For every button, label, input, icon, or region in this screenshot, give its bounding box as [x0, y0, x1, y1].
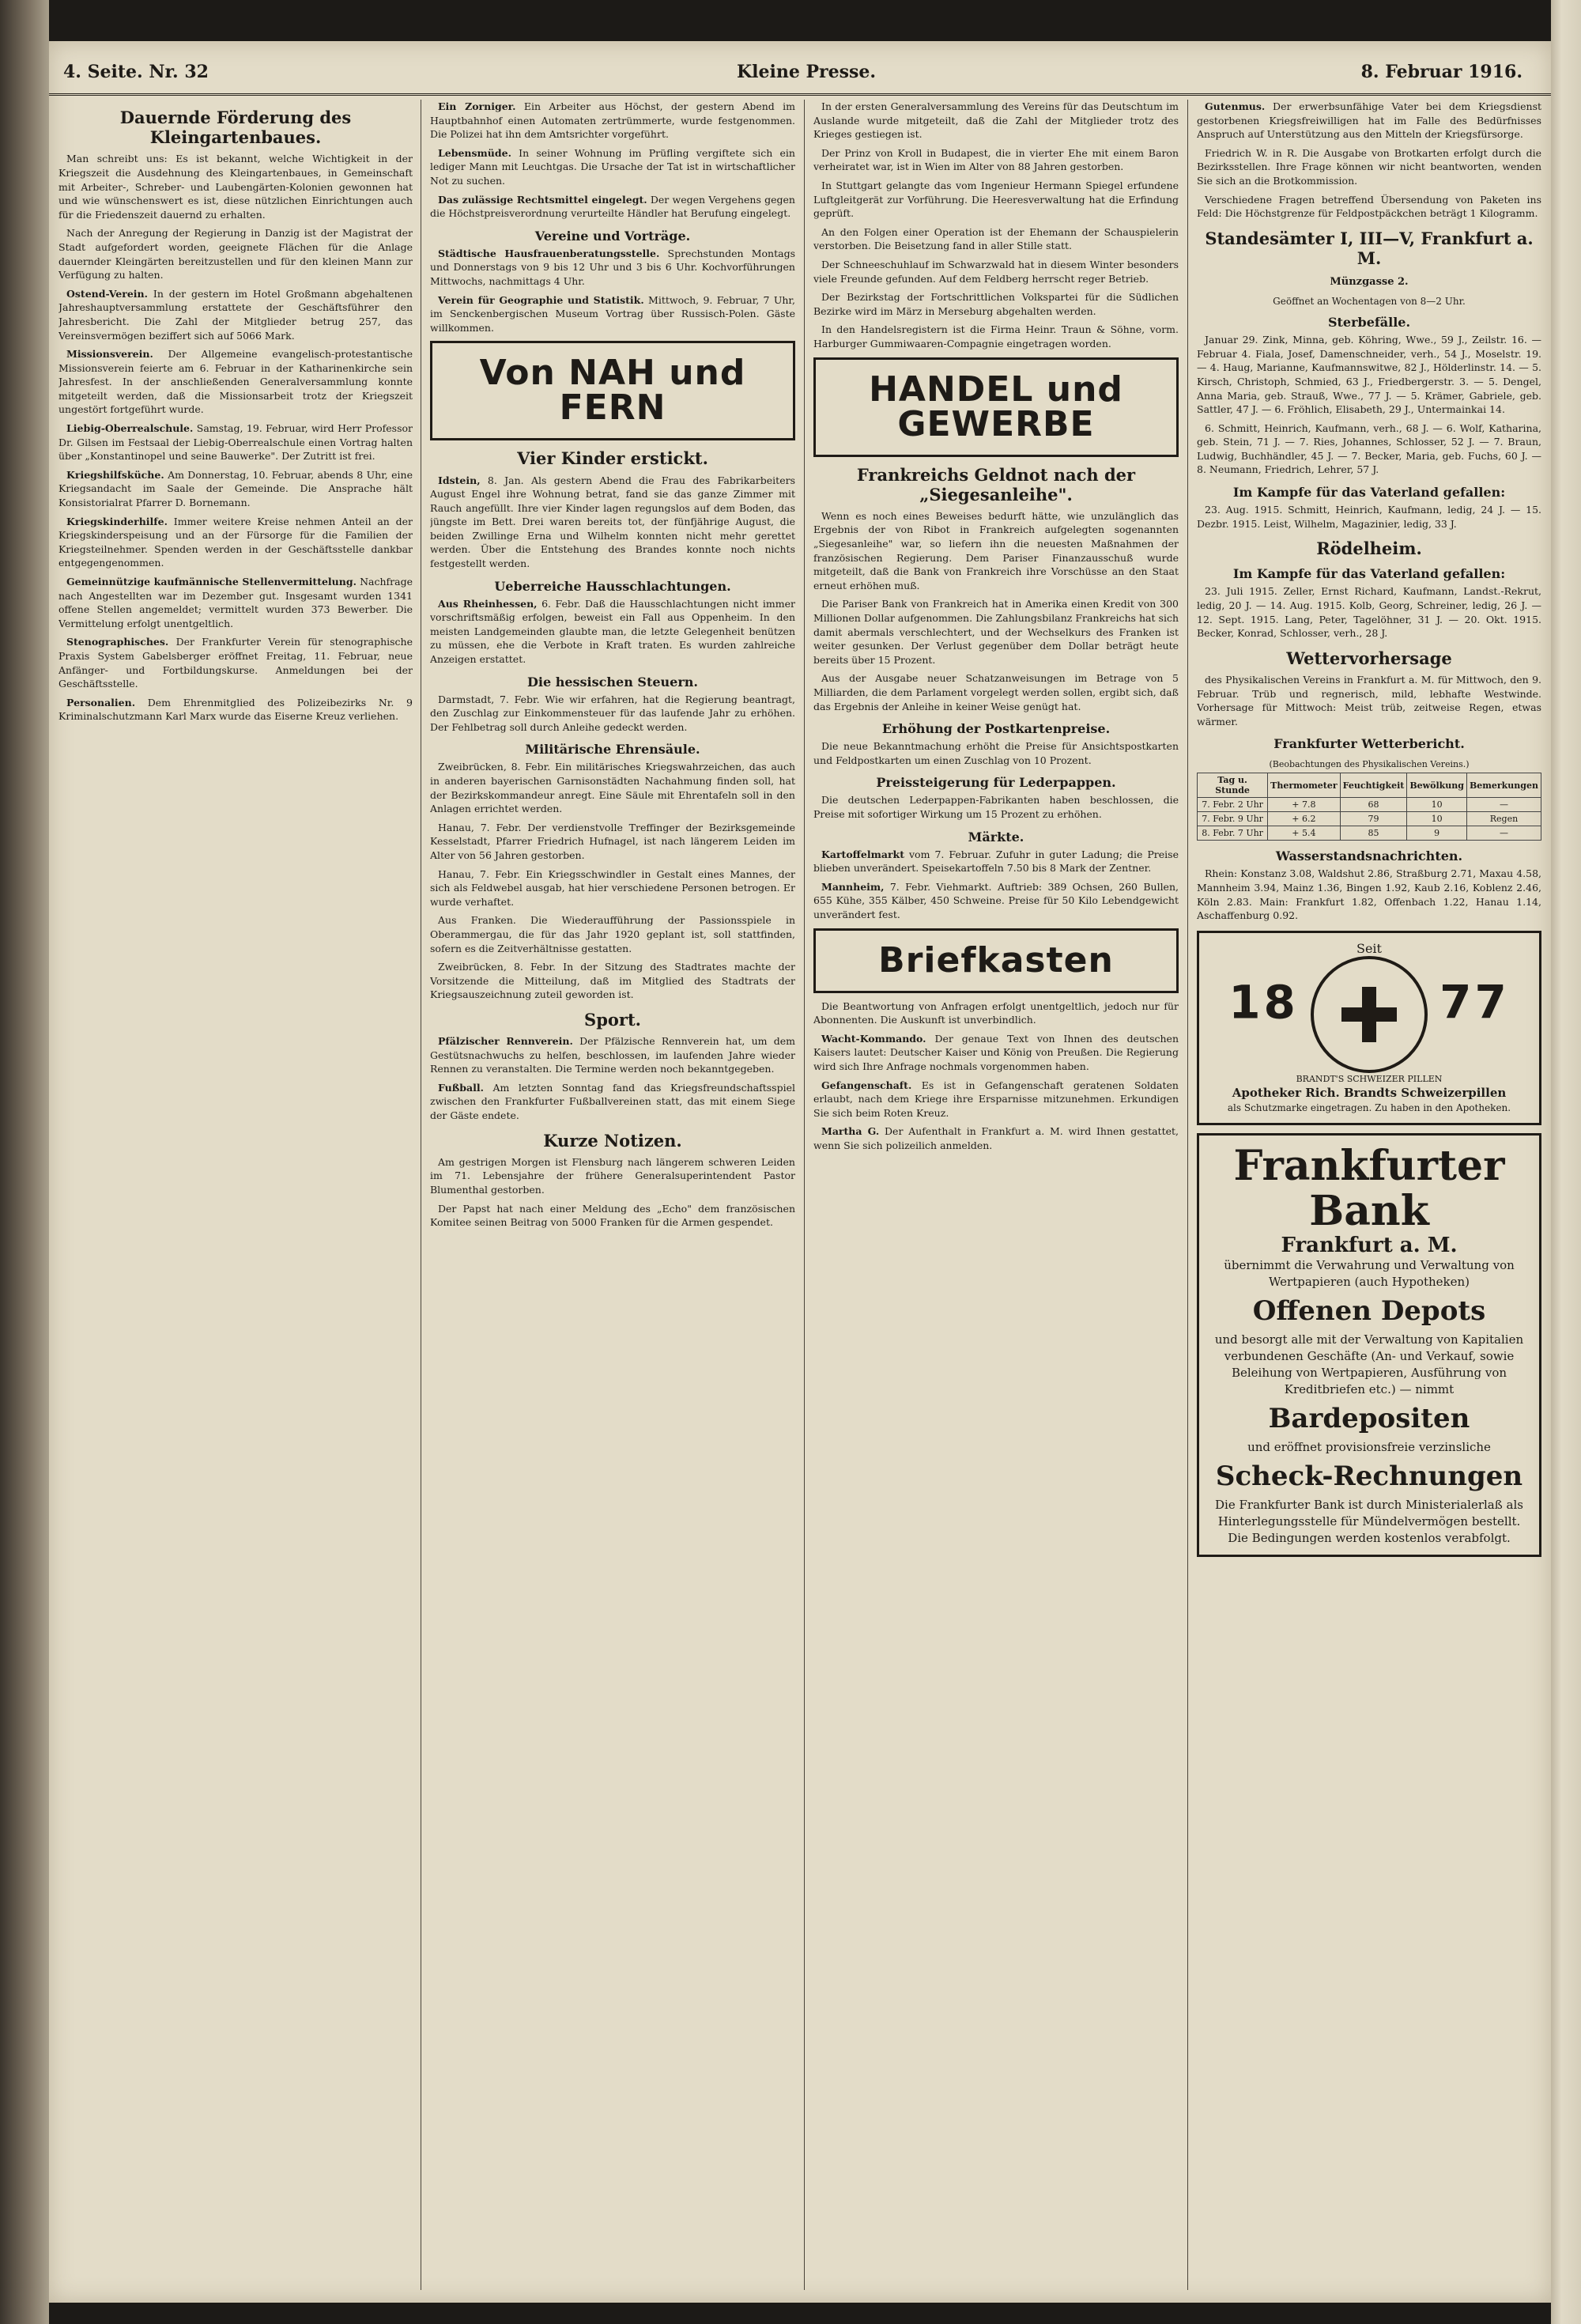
- right-adjacent-page-strip: [1551, 0, 1581, 2324]
- article-paragraph: Der Papst hat nach einer Meldung des „Echo" dem französischen Komitee seinen Beitrag von 5000 Franken für die Armen gespendet.: [430, 1202, 795, 1229]
- article-paragraph: Die Pariser Bank von Frankreich hat in Amerika einen Kredit von 300 Millionen Dollar aufgenommen. Die Zahlungsbilanz Frankreichs hat sich damit abermals verschlechtert, und der Wechselkurs des Franken ist weiter gesunken. Der Verlust gegenüber dem Dollar beträgt heute bereits über 15 Prozent.: [813, 598, 1179, 666]
- newspaper-page: [49, 41, 1551, 2303]
- article-paragraph: Aus der Ausgabe neuer Schatzanweisungen im Betrage von 5 Milliarden, die dem Parlament vorgelegt werden sollen, ergibt sich, daß das Ergebnis der Anleihe in keiner Weise genügt hat.: [813, 672, 1179, 712]
- item-text: Mittwoch, 9. Februar, 7 Uhr, im Senckenbergischen Museum Vortrag über Russisch-Polen. Gäste willkommen.: [430, 293, 795, 334]
- item-lead: Kriegshilfsküche.: [66, 468, 164, 481]
- article-subheading: Im Kampfe für das Vaterland gefallen:: [1232, 485, 1506, 501]
- item-lead: Kriegskinderhilfe.: [66, 515, 168, 527]
- section-headline-sport: Sport.: [584, 1009, 641, 1030]
- item-lead: Verein für Geographie und Statistik.: [438, 293, 644, 306]
- item-text: vom 7. Februar. Zufuhr in guter Ladung; die Preise blieben unverändert. Speisekartoffeln 7.50 bis 8 Mark der Zentner.: [813, 848, 1179, 875]
- item-text: Der Allgemeine evangelisch-protestantische Missionsverein feierte am 6. Februar in der Katharinenkirche sein Jahresfest. In der anschließenden Generalversammlung konnte mitgeteilt werden, daß die Missionsarbeit trotz der Kriegszeit ungestört fortgeführt wurde.: [58, 348, 413, 416]
- table-cell: 79: [1340, 812, 1407, 826]
- table-header: Bewölkung: [1407, 773, 1467, 798]
- ad-year-part: 18: [1228, 975, 1299, 1030]
- table-cell: + 5.4: [1268, 826, 1340, 841]
- article-headline: Vier Kinder erstickt.: [517, 448, 708, 469]
- news-item: [1197, 100, 1541, 142]
- article-subheading: Wasserstandsnachrichten.: [1275, 848, 1463, 864]
- table-cell: —: [1466, 826, 1541, 841]
- table-cell: 10: [1407, 798, 1467, 812]
- section-headline-standesaemter: Standesämter I, III—V, Frankfurt a. M.: [1205, 228, 1534, 268]
- table-cell: Regen: [1466, 812, 1541, 826]
- section-headline-kurze-notizen: Kurze Notizen.: [543, 1130, 682, 1151]
- article-paragraph: Hanau, 7. Febr. Ein Kriegsschwindler in Gestalt eines Mannes, der sich als Feldwebel ausgab, hat hier verschiedene Personen betrogen. Er wurde verhaftet.: [430, 867, 795, 908]
- column-rule: [804, 100, 805, 2290]
- ad-label: Seit: [1356, 940, 1382, 956]
- left-binding-strip: [0, 0, 49, 2324]
- article-subheading: Erhöhung der Postkartenpreise.: [881, 721, 1111, 737]
- article-paragraph: Verschiedene Fragen betreffend Übersendung von Paketen ins Feld: Die Höchstgrenze für Feldpostpäckchen beträgt 1 Kilogramm.: [1197, 193, 1541, 220]
- register-list: Januar 29. Zink, Minna, geb. Köhring, Wwe., 59 J., Zeilstr. 16. — Februar 4. Fiala, Josef, Damenschneider, verh., 54 J., Moselstr. 19. — 4. Haug, Marianne, Kaufmannswitwe, 82 J., Hölderlinstr. 14. — 5. Kirsch, Christoph, Schmied, 63 J., Friedbergerstr. 3. — 5. Dengel, Anna Maria, geb. Strauß, Wwe., 77 J. — 5. Krämer, Gabriele, geb. Sattler, 47 J. — 6. Fröhlich, Elisabeth, 29 J., Untermainkai 14.: [1197, 334, 1541, 416]
- article-paragraph: Der Prinz von Kroll in Budapest, die in vierter Ehe mit einem Baron verheiratet war, ist in Wien im Alter von 88 Jahren gestorben.: [813, 146, 1179, 173]
- news-item: [430, 146, 795, 188]
- news-item: [813, 1079, 1179, 1120]
- item-text: Samstag, 19. Februar, wird Herr Professor Dr. Gilsen im Festsaal der Liebig-Oberrealschule einen Vortrag halten über „Konstantinopel und seine Bauwerke". Der Zutritt ist frei.: [58, 422, 413, 463]
- section-banner-von-nah-und-fern: Von NAH und FERN: [430, 341, 795, 440]
- column-rule: [1187, 100, 1188, 2290]
- item-lead: Stenographisches.: [66, 636, 169, 648]
- column-4: [1197, 100, 1541, 2290]
- article-paragraph: Nach der Anregung der Regierung in Danzig ist der Magistrat der Stadt aufgefordert worden, geeignete Flächen für die Anlage dauernder Kleingärten bereitzustellen und für den kleinen Mann zur Verfügung zu halten.: [58, 227, 413, 282]
- news-item: [430, 1081, 795, 1123]
- news-item: [430, 474, 795, 571]
- page-number-label: 4. Seite. Nr. 32: [63, 62, 209, 82]
- item-text: Am letzten Sonntag fand das Kriegsfreundschaftsspiel zwischen den Frankfurter Fußballvereinen statt, das mit einem Siege der Gäste endete.: [430, 1081, 795, 1122]
- item-text: Der Pfälzische Rennverein hat, um dem Gestütsnachwuchs zu helfen, beschlossen, im laufenden Jahre wieder Rennen zu veranstalten. Die Termine werden noch bekanntgegeben.: [430, 1035, 795, 1075]
- ad-line: als Schutzmarke eingetragen. Zu haben in den Apotheken.: [1227, 1102, 1511, 1114]
- article-paragraph: Man schreibt uns: Es ist bekannt, welche Wichtigkeit in der Kriegszeit die Ausdehnung des Kleingartenbaues, in Gemeinschaft mit Arbeiter-, Schreber- und Laubengärten-Kolonien gewonnen hat und wie wünschenswert es ist, diese nützlichen Einrichtungen auch für die Friedenszeit dauernd zu erhalten.: [58, 153, 413, 221]
- table-cell: + 7.8: [1268, 798, 1340, 812]
- item-text: In seiner Wohnung im Prüfling vergiftete sich ein lediger Mann mit Leuchtgas. Die Ursache der Tat ist in wirtschaftlicher Not zu suchen.: [430, 146, 795, 187]
- article-paragraph: Darmstadt, 7. Febr. Wie wir erfahren, hat die Regierung beantragt, den Zuschlag zur Einkommensteuer für das laufende Jahr zu erhöhen. Der Fehlbetrag soll durch Anleihe gedeckt werden.: [430, 693, 795, 733]
- register-list: 23. Juli 1915. Zeller, Ernst Richard, Kaufmann, Landst.-Rekrut, ledig, 20 J. — 14. Aug. 1915. Kolb, Georg, Schreiner, ledig, 26 J. — 12. Sept. 1915. Lang, Peter, Tagelöhner, 31 J. — 20. Okt. 1915. Becker, Konrad, Schlosser, verh., 28 J.: [1197, 585, 1541, 640]
- news-item: [813, 848, 1179, 875]
- weather-forecast-text: des Physikalischen Vereins in Frankfurt a. M. für Mittwoch, den 9. Februar. Trüb und regnerisch, mild, lebhafte Westwinde. Vorhersage für Mittwoch: Meist trüb, zeitweise Regen, etwas wärmer.: [1197, 674, 1541, 727]
- item-lead: Lebensmüde.: [438, 146, 511, 159]
- item-text: Der wegen Vergehens gegen die Höchstpreisverordnung verurteilte Händler hat Berufung eingelegt.: [430, 193, 795, 220]
- section-heading: Vereine und Vorträge.: [534, 228, 691, 244]
- item-lead: Personalien.: [66, 696, 136, 709]
- news-item: [58, 575, 413, 630]
- section-headline-roedelheim: Rödelheim.: [1316, 538, 1422, 559]
- item-lead: Martha G.: [821, 1125, 880, 1138]
- news-item: [430, 597, 795, 667]
- item-lead: Pfälzischer Rennverein.: [438, 1035, 573, 1048]
- article-subheading: Ueberreiche Hausschlachtungen.: [494, 578, 731, 594]
- ad-bank-title: Frankfurter Bank: [1233, 1141, 1505, 1236]
- item-text: 8. Jan. Als gestern Abend die Frau des Fabrikarbeiters August Engel ihre Wohnung betrat, fand sie das ganze Zimmer mit Rauch angefüllt. Ihre vier Kinder lagen regungslos auf dem Boden, das jüngste im Bett. Drei waren bereits tot, der fünfjährige August, die beiden Zwillinge Erna und Wilhelm konnten nicht mehr gerettet werden. Über die Entstehung des Brandes konnte noch nichts festgestellt werden.: [430, 474, 795, 570]
- item-lead: Liebig-Oberrealschule.: [66, 422, 194, 435]
- article-paragraph: In der ersten Generalversammlung des Vereins für das Deutschtum im Auslande wurde mitgeteilt, daß die Zahl der Mitglieder trotz des Krieges gestiegen ist.: [813, 100, 1179, 141]
- table-cell: 9: [1407, 826, 1467, 841]
- article-headline: Dauernde Förderung des Kleingartenbaues.: [119, 108, 352, 148]
- article-paragraph: Zweibrücken, 8. Febr. In der Sitzung des Stadtrates machte der Vorsitzende die Mitteilung, daß im Mitglied des Stadtrats der Kriegsauszeichnung zuteil geworden ist.: [430, 961, 795, 1001]
- news-item: [430, 193, 795, 221]
- item-lead: Mannheim,: [821, 880, 885, 893]
- news-item: [430, 293, 795, 335]
- item-text: Der Frankfurter Verein für stenographische Praxis System Gabelsberger eröffnet Freitag, 11. Februar, neue Anfänger- und Fortbildungskurse. Anmeldungen bei der Geschäftsstelle.: [58, 636, 413, 690]
- item-text: Der Aufenthalt in Frankfurt a. M. wird Ihnen gestattet, wenn Sie sich polizeilich anmelden.: [813, 1125, 1179, 1151]
- article-paragraph: Aus Franken. Die Wiederaufführung der Passionsspiele in Oberammergau, die für das Jahr 1920 geplant ist, soll stattfinden, sofern es die Zeitverhältnisse gestatten.: [430, 914, 795, 954]
- item-text: Es ist in Gefangenschaft geratenen Soldaten erlaubt, nach dem Kriege ihre Ersparnisse mitzunehmen. Erkundigen Sie sich beim Roten Kreuz.: [813, 1079, 1179, 1119]
- ad-line: übernimmt die Verwahrung und Verwaltung von Wertpapieren (auch Hypotheken): [1224, 1258, 1515, 1290]
- item-text: 7. Febr. Viehmarkt. Auftrieb: 389 Ochsen, 260 Bullen, 655 Kühe, 355 Kälber, 450 Schweine. Preise für 50 Kilo Lebendgewicht unverändert fest.: [813, 880, 1179, 920]
- column-2: [430, 100, 795, 2290]
- page-header: [49, 57, 1551, 96]
- news-item: [430, 1034, 795, 1076]
- item-lead: Kartoffelmarkt: [821, 848, 904, 860]
- news-item: [58, 635, 413, 690]
- article-subheading: Die hessischen Steuern.: [527, 674, 698, 690]
- ad-line: und eröffnet provisionsfreie verzinsliche: [1247, 1440, 1491, 1455]
- item-text: In der gestern im Hotel Großmann abgehaltenen Jahreshauptversammlung erstattete der Geschäftsführer den Jahresbericht. Die Zahl der Mitglieder betrug 257, das Vereinsvermögen beziffert sich auf 5066 Mark.: [58, 287, 413, 342]
- office-address: Münzgasse 2.: [1330, 276, 1409, 289]
- item-text: Sprechstunden Montags und Donnerstags von 9 bis 12 Uhr und 3 bis 6 Uhr. Kochvorführungen Mittwochs, nachmittags 4 Uhr.: [430, 247, 795, 287]
- article-paragraph: Am gestrigen Morgen ist Flensburg nach längerem schweren Leiden im 71. Lebensjahre der frühere Generalsuperintendent Pastor Blumenthal gestorben.: [430, 1155, 795, 1196]
- register-list: 23. Aug. 1915. Schmitt, Heinrich, Kaufmann, ledig, 24 J. — 15. Dezbr. 1915. Leist, Wilhelm, Magazinier, ledig, 33 J.: [1197, 504, 1541, 530]
- table-cell: —: [1466, 798, 1541, 812]
- news-item: [58, 515, 413, 570]
- advertisement-schweizerpillen: [1197, 931, 1541, 1125]
- newspaper-title: Kleine Presse.: [737, 62, 877, 82]
- table-header: Feuchtigkeit: [1340, 773, 1407, 798]
- ad-line: Apotheker Rich. Brandts Schweizerpillen: [1232, 1086, 1507, 1101]
- seal-cross-icon: [1311, 956, 1428, 1073]
- news-item: [58, 468, 413, 510]
- item-lead: Missionsverein.: [66, 348, 153, 361]
- table-cell: 7. Febr. 2 Uhr: [1198, 798, 1268, 812]
- register-list: 6. Schmitt, Heinrich, Kaufmann, verh., 68 J. — 6. Wolf, Katharina, geb. Stein, 71 J. — 7. Ries, Johannes, Schlosser, 52 J. — 7. Braun, Ludwig, Buchhändler, 45 J. — 7. Becker, Maria, geb. Fuchs, 60 J. — 8. Neumann, Friedrich, Lehrer, 57 J.: [1197, 421, 1541, 476]
- weather-table-subtitle: (Beobachtungen des Physikalischen Vereins.): [1269, 759, 1470, 770]
- article-paragraph: Die deutschen Lederpappen-Fabrikanten haben beschlossen, die Preise mit sofortiger Wirkung um 15 Prozent zu erhöhen.: [813, 794, 1179, 820]
- article-paragraph: An den Folgen einer Operation ist der Ehemann der Schauspielerin verstorben. Die Beisetzung fand in aller Stille statt.: [813, 225, 1179, 252]
- article-paragraph: In den Handelsregistern ist die Firma Heinr. Traun & Söhne, vorm. Harburger Gummiwaaren-Compagnie eingetragen worden.: [813, 323, 1179, 350]
- table-cell: 10: [1407, 812, 1467, 826]
- ad-line: und besorgt alle mit der Verwaltung von Kapitalien verbundenen Geschäfte (An- und Verkauf, sowie Beleihung von Wertpapieren, Ausführung von Kreditbriefen etc.) — nimmt: [1214, 1332, 1524, 1397]
- article-paragraph: Die Beantwortung von Anfragen erfolgt unentgeltlich, jedoch nur für Abonnenten. Die Auskunft ist unverbindlich.: [813, 1000, 1179, 1026]
- item-text: Dem Ehrenmitglied des Polizeibezirks Nr. 9 Kriminalschutzmann Karl Marx wurde das Eiserne Kreuz verliehen.: [58, 696, 413, 723]
- table-row: [1198, 798, 1541, 812]
- advertisement-frankfurter-bank: [1197, 1133, 1541, 1557]
- news-item: [58, 696, 413, 724]
- item-text: 6. Febr. Daß die Hausschlachtungen nicht immer vorschriftsmäßig erfolgen, beweist ein Fall aus Oppenheim. In den meisten Landgemeinden glaubte man, die letzte Gelegenheit benützen zu müssen, ehe die Verbote in Kraft traten. Es wurden zahlreiche Anzeigen erstattet.: [430, 597, 795, 666]
- item-text: Immer weitere Kreise nehmen Anteil an der Kriegskinderspeisung und an der Fürsorge für die Familien der Kriegsteilnehmer. Spenden werden in der Geschäftsstelle dankbar entgegengenommen.: [58, 515, 413, 569]
- article-subheading: Märkte.: [968, 829, 1024, 845]
- article-paragraph: Der Schneeschuhlauf im Schwarzwald hat in diesem Winter besonders viele Freunde gefunden. Auf dem Feldberg herrscht reger Betrieb.: [813, 258, 1179, 285]
- news-item: [813, 1032, 1179, 1074]
- item-lead: Gutenmus.: [1205, 100, 1266, 112]
- article-paragraph: Die neue Bekanntmachung erhöht die Preise für Ansichtspostkarten und Feldpostkarten um einen Zuschlag von 10 Prozent.: [813, 740, 1179, 766]
- ad-emphasis: Bardepositen: [1268, 1403, 1470, 1435]
- article-subheading: Militärische Ehrensäule.: [525, 742, 700, 758]
- issue-date: 8. Februar 1916.: [1360, 62, 1523, 82]
- news-item: [58, 347, 413, 417]
- news-item: [430, 247, 795, 289]
- table-header: Tag u. Stunde: [1198, 773, 1268, 798]
- item-lead: Aus Rheinhessen,: [438, 597, 538, 610]
- article-paragraph: In Stuttgart gelangte das vom Ingenieur Hermann Spiegel erfundene Luftgleitgerät zur Vorführung. Die Heeresverwaltung hat die Erfindung geprüft.: [813, 179, 1179, 220]
- ad-emphasis: Offenen Depots: [1252, 1295, 1486, 1328]
- item-text: Ein Arbeiter aus Höchst, der gestern Abend im Hauptbahnhof einen Automaten zertrümmerte, wurde festgenommen. Die Polizei hat ihn dem Amtsrichter vorgeführt.: [430, 100, 795, 141]
- ad-line: Die Frankfurter Bank ist durch Ministerialerlaß als Hinterlegungsstelle für Mündelvermögen bestellt. Die Bedingungen werden kostenlos verabfolgt.: [1215, 1498, 1523, 1546]
- article-paragraph: Friedrich W. in R. Die Ausgabe von Brotkarten erfolgt durch die Bezirksstellen. Ihre Frage können wir nicht beantworten, wenden Sie sich an die Brotkommission.: [1197, 146, 1541, 187]
- news-item: [58, 421, 413, 463]
- item-lead: Wacht-Kommando.: [821, 1032, 926, 1045]
- article-subheading: Sterbefälle.: [1327, 315, 1411, 331]
- weather-table-title: Frankfurter Wetterbericht.: [1273, 736, 1465, 752]
- table-cell: 7. Febr. 9 Uhr: [1198, 812, 1268, 826]
- item-text: Am Donnerstag, 10. Februar, abends 8 Uhr, eine Kriegsandacht im Saale der Gemeinde. Die Ansprache hält Konsistorialrat Pfarrer D. Bornemann.: [58, 468, 413, 509]
- item-lead: Das zulässige Rechtsmittel eingelegt.: [438, 193, 647, 206]
- table-cell: 68: [1340, 798, 1407, 812]
- section-banner-briefkasten: Briefkasten: [813, 928, 1179, 993]
- office-hours: Geöffnet an Wochentagen von 8—2 Uhr.: [1273, 296, 1466, 308]
- table-row: [1198, 826, 1541, 841]
- item-lead: Idstein,: [438, 474, 481, 486]
- item-lead: Gemeinnützige kaufmännische Stellenvermittelung.: [66, 576, 357, 588]
- table-cell: 85: [1340, 826, 1407, 841]
- item-lead: Fußball.: [438, 1081, 484, 1094]
- news-item: [58, 287, 413, 342]
- table-header: Bemerkungen: [1466, 773, 1541, 798]
- item-lead: Städtische Hausfrauenberatungsstelle.: [438, 247, 660, 259]
- ad-bank-city: Frankfurt a. M.: [1281, 1234, 1458, 1258]
- news-item: [813, 880, 1179, 922]
- news-item: [430, 100, 795, 142]
- item-text: Der erwerbsunfähige Vater bei dem Kriegsdienst gestorbenen Kriegsfreiwilligen hat im Falle des Bedürfnisses Anspruch auf Unterstützung aus den Mitteln der Kriegsfürsorge.: [1197, 100, 1541, 141]
- table-row: [1198, 812, 1541, 826]
- item-text: Der genaue Text von Ihnen des deutschen Kaisers lautet: Deutscher Kaiser und König von Preußen. Die Regierung wird sich Ihre Anfrage nochmals vorgenommen haben.: [813, 1032, 1179, 1072]
- weather-table: [1197, 773, 1541, 841]
- ad-year-part: 77: [1440, 975, 1510, 1030]
- article-paragraph: Zweibrücken, 8. Febr. Ein militärisches Kriegswahrzeichen, das auch in anderen bayerischen Garnisonstädten Nachahmung finden soll, hat der Bezirkskommandeur anregt. Eine Säule mit Ehrentafeln soll in den Anlagen errichtet werden.: [430, 761, 795, 815]
- table-header: Thermometer: [1268, 773, 1340, 798]
- article-paragraph: Wenn es noch eines Beweises bedurft hätte, wie unzulänglich das Ergebnis der von Ribot in Frankreich aufgelegten sogenannten „Siegesanleihe" war, so liefern ihn die neuesten Maßnahmen der französischen Regierung. Dem Pariser Finanzausschuß wurde mitgeteilt, daß die Bank von Frankreich ihre Vorschüsse an den Staat erneut erhöhen muß.: [813, 509, 1179, 591]
- item-lead: Gefangenschaft.: [821, 1079, 912, 1091]
- table-cell: 8. Febr. 7 Uhr: [1198, 826, 1268, 841]
- ad-emphasis: Scheck-Rechnungen: [1215, 1461, 1523, 1493]
- item-text: Nachfrage nach Angestellten war im Dezember gut. Insgesamt wurden 1341 offene Stellen angemeldet; vermittelt wurden 373 Bewerber. Die Vermittelung erfolgt unentgeltlich.: [58, 576, 413, 629]
- item-lead: Ostend-Verein.: [66, 287, 148, 300]
- article-subheading: Preissteigerung für Lederpappen.: [876, 775, 1116, 791]
- item-lead: Ein Zorniger.: [438, 100, 516, 112]
- article-headline: Frankreichs Geldnot nach der „Siegesanleihe".: [856, 464, 1136, 504]
- section-headline-wettervorhersage: Wettervorhersage: [1286, 648, 1452, 668]
- table-cell: + 6.2: [1268, 812, 1340, 826]
- section-banner-handel-und-gewerbe: HANDEL und GEWERBE: [813, 357, 1179, 457]
- column-3: [813, 100, 1179, 2290]
- news-item: [813, 1124, 1179, 1152]
- water-levels-text: Rhein: Konstanz 3.08, Waldshut 2.86, Straßburg 2.71, Maxau 4.58, Mannheim 3.94, Mainz 1.36, Bingen 1.92, Kaub 2.16, Koblenz 2.46, Köln 2.83. Main: Frankfurt 1.82, Offenbach 1.22, Hanau 1.14, Aschaffenburg 0.92.: [1197, 867, 1541, 922]
- article-paragraph: Hanau, 7. Febr. Der verdienstvolle Treffinger der Bezirksgemeinde Kesselstadt, Pfarrer Friedrich Hufnagel, ist nach längerem Leiden im Alter von 56 Jahren gestorben.: [430, 821, 795, 861]
- ad-seal-text: BRANDT'S SCHWEIZER PILLEN: [1296, 1073, 1443, 1084]
- article-subheading: Im Kampfe für das Vaterland gefallen:: [1232, 566, 1506, 582]
- column-1: [58, 100, 413, 2290]
- article-paragraph: Der Bezirkstag der Fortschrittlichen Volkspartei für die Südlichen Bezirke wird im März in Merseburg abgehalten werden.: [813, 291, 1179, 317]
